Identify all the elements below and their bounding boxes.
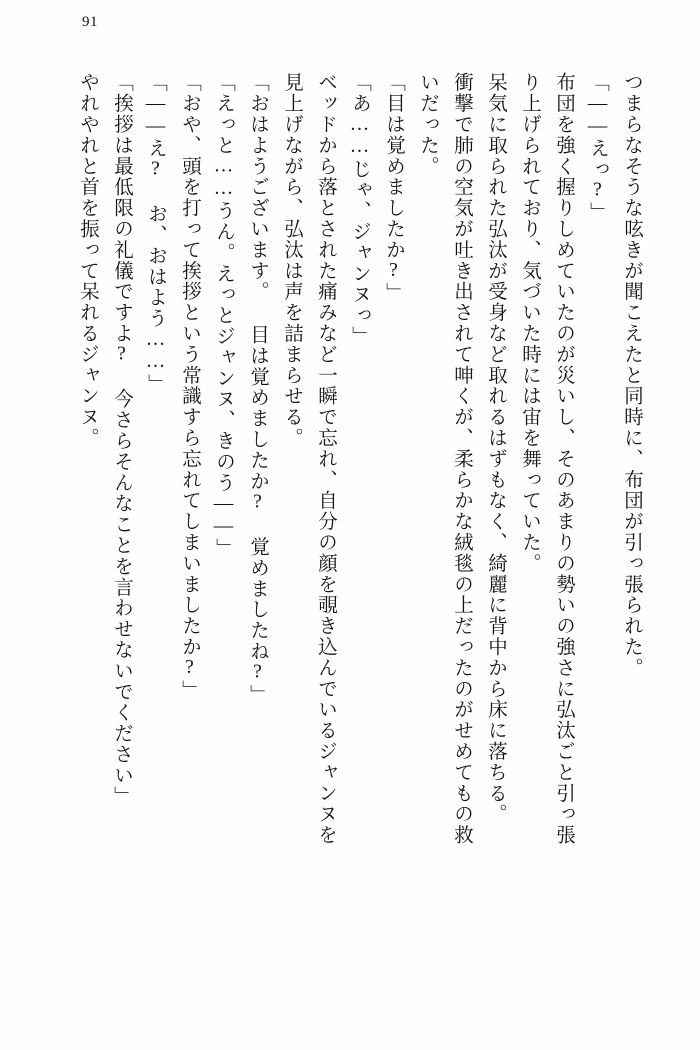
text-line: 「おはようございます。 目は覚めましたか? 覚めましたね?」: [247, 72, 268, 705]
text-line: 「挨拶は最低限の礼儀ですよ? 今さらそんなことを言わせないでください」: [111, 72, 132, 807]
text-line: 「あ……じゃ、ジャンヌっ」: [349, 72, 370, 347]
text-line: ベッドから落とされた痛みなど一瞬で忘れ、自分の顔を覗き込んでいるジャンヌを: [315, 72, 336, 846]
text-line: 「おや、頭を打って挨拶という常識すら忘れてしまいましたか?」: [179, 72, 200, 701]
text-line: 見上げながら、弘汰は声を詰まらせる。: [281, 72, 302, 449]
text-line: やれやれと首を振って呆れるジャンヌ。: [77, 72, 98, 449]
text-line: 布団を強く握りしめていたのが災いし、そのあまりの勢いの強さに弘汰ごと引っ張: [553, 72, 574, 846]
vertical-text-body: [66, 72, 648, 990]
text-line: り上げられており、気づいた時には宙を舞っていた。: [519, 72, 540, 574]
text-line: 「えっと……うん。えっとジャンヌ、きのう——」: [213, 72, 234, 559]
text-line: 衝撃で肺の空気が吐き出されて呻くが、柔らかな絨毯の上だったのがせめてもの救: [451, 72, 472, 846]
text-line: いだった。: [417, 72, 438, 177]
page-number: 91: [82, 14, 98, 30]
text-line: つまらなそうな呟きが聞こえたと同時に、布団が引っ張られた。: [621, 72, 642, 679]
text-line: 「——え? お、おはよう……」: [145, 72, 166, 395]
text-line: 「——えっ?」: [587, 72, 608, 223]
text-line: 呆気に取られた弘汰が受身など取れるはずもなく、綺麗に背中から床に落ちる。: [485, 72, 506, 825]
text-line: 「目は覚めましたか?」: [383, 72, 404, 304]
